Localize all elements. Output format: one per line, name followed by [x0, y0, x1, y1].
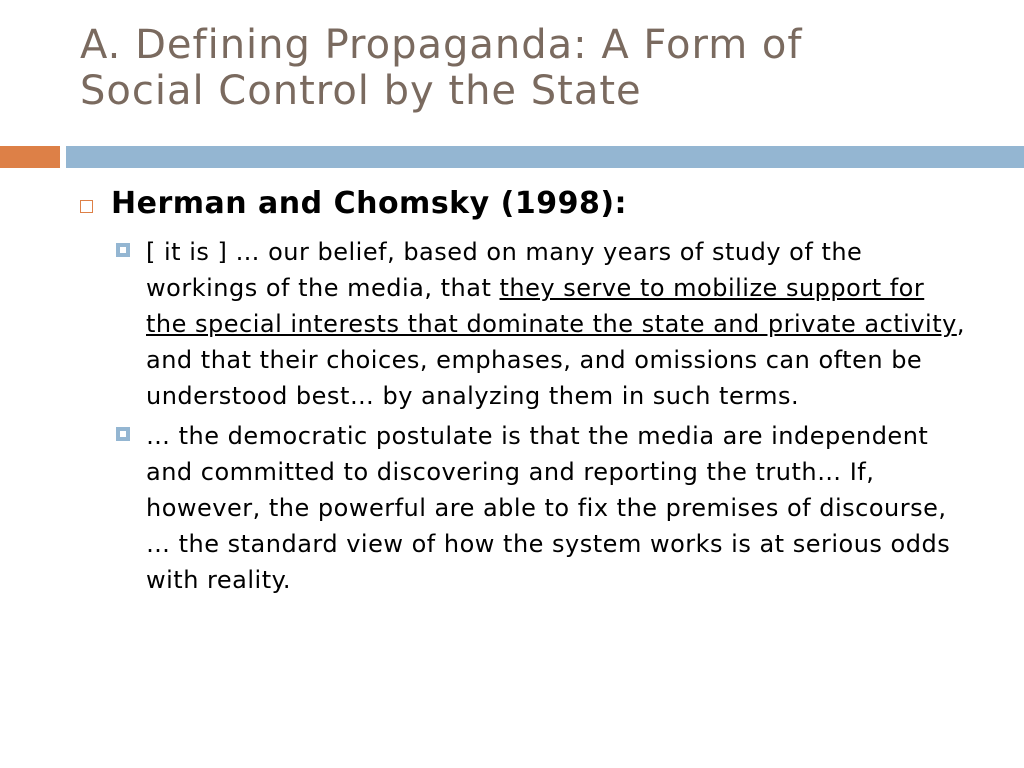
- accent-bar-orange: [0, 146, 60, 168]
- square-bullet-icon: [116, 427, 130, 441]
- quote-1-underlined: they serve to mobilize support for the special interests that dominate the state and private activity: [146, 274, 957, 338]
- slide-title-line-2: Social Control by the State: [80, 68, 642, 114]
- bullet-level1: [80, 180, 980, 228]
- slide-content: [80, 180, 980, 602]
- square-bullet-icon: [116, 243, 130, 257]
- slide-title-line-1: A. Defining Propaganda: A Form of: [80, 22, 803, 68]
- quote-1-after: , and that their choices, emphases, and omissions can often be understood best… by analyzing them in such terms.: [146, 310, 965, 410]
- quote-2-text: … the democratic postulate is that the media are independent and committed to discovering and reporting the truth… If, however, the powerful are able to fix the premises of discourse, … the standard view of how the system works is at serious odds with reality.: [146, 422, 951, 594]
- slide-title: [80, 22, 980, 114]
- accent-bar-blue: [66, 146, 1024, 168]
- quote-1-text: [146, 234, 966, 414]
- sub-bullet-quote-1: [116, 234, 980, 414]
- heading-text: Herman and Chomsky (1998):: [111, 186, 628, 221]
- quote-1-before: [ it is ] … our belief, based on many years of study of the workings of the media, that: [146, 238, 863, 302]
- sub-bullet-list: [80, 234, 980, 598]
- sub-bullet-quote-2: [116, 418, 980, 598]
- hollow-square-bullet-icon: [80, 200, 93, 213]
